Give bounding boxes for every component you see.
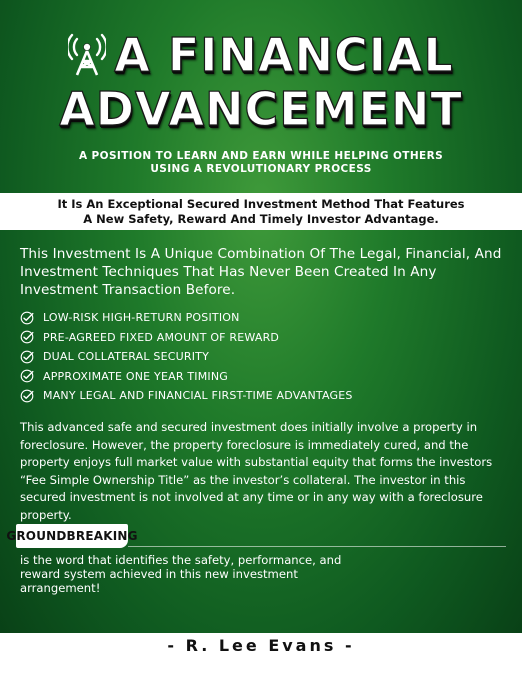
subtitle xyxy=(0,150,522,176)
tagline-line-2: A New Safety, Reward And Timely Investor Advantage. xyxy=(83,211,439,226)
check-circle-icon xyxy=(20,311,34,325)
title-line-1 xyxy=(68,28,454,82)
check-circle-icon xyxy=(20,330,34,344)
subtitle-line-2: USING A REVOLUTIONARY PROCESS xyxy=(150,163,372,175)
subtitle-line-1: A POSITION TO LEARN AND EARN WHILE HELPING OTHERS xyxy=(78,150,444,162)
list-item xyxy=(20,367,500,387)
tagline-band xyxy=(0,193,522,230)
title-line-2: ADVANCEMENT xyxy=(59,82,463,136)
title-text-1: A FINANCIAL xyxy=(114,28,454,82)
list-item xyxy=(20,347,500,367)
list-item xyxy=(20,308,500,328)
intro-paragraph: This Investment Is A Unique Combination Of The Legal, Financial, And Investment Techniques That Has Never Been Created In Any Investment Transaction Before. xyxy=(20,246,502,298)
check-circle-icon xyxy=(20,389,34,403)
tagline-line-1: It Is An Exceptional Secured Investment Method That Features xyxy=(57,196,465,211)
title-block xyxy=(0,28,522,176)
feature-checklist xyxy=(20,308,500,406)
list-item xyxy=(20,328,500,348)
badge-divider xyxy=(128,546,506,547)
list-item xyxy=(20,386,500,406)
check-circle-icon xyxy=(20,369,34,383)
body-paragraph: This advanced safe and secured investment does initially involve a property in foreclosure. However, the property foreclosure is immediately cured, and the property enjoys full market value with substantial equity that forms the investors “Fee Simple Ownership Title” as the investor’s collateral. The investor in this secured investment is not involved at any time or in any way with a foreclosure property. xyxy=(20,420,493,522)
list-item-label: APPROXIMATE ONE YEAR TIMING xyxy=(43,369,229,383)
radio-tower-icon xyxy=(68,33,106,77)
author-band: - R. Lee Evans - xyxy=(0,633,522,675)
list-item-label: DUAL COLLATERAL SECURITY xyxy=(43,350,209,364)
list-item-label: MANY LEGAL AND FINANCIAL FIRST-TIME ADVANTAGES xyxy=(43,389,353,403)
groundbreaking-badge: GROUNDBREAKING xyxy=(16,524,128,548)
check-circle-icon xyxy=(20,350,34,364)
list-item-label: PRE-AGREED FIXED AMOUNT OF REWARD xyxy=(43,330,280,344)
list-item-label: LOW-RISK HIGH-RETURN POSITION xyxy=(43,311,240,325)
badge-description: is the word that identifies the safety, performance, and reward system achieved in this new investment arrangement! xyxy=(20,553,342,595)
